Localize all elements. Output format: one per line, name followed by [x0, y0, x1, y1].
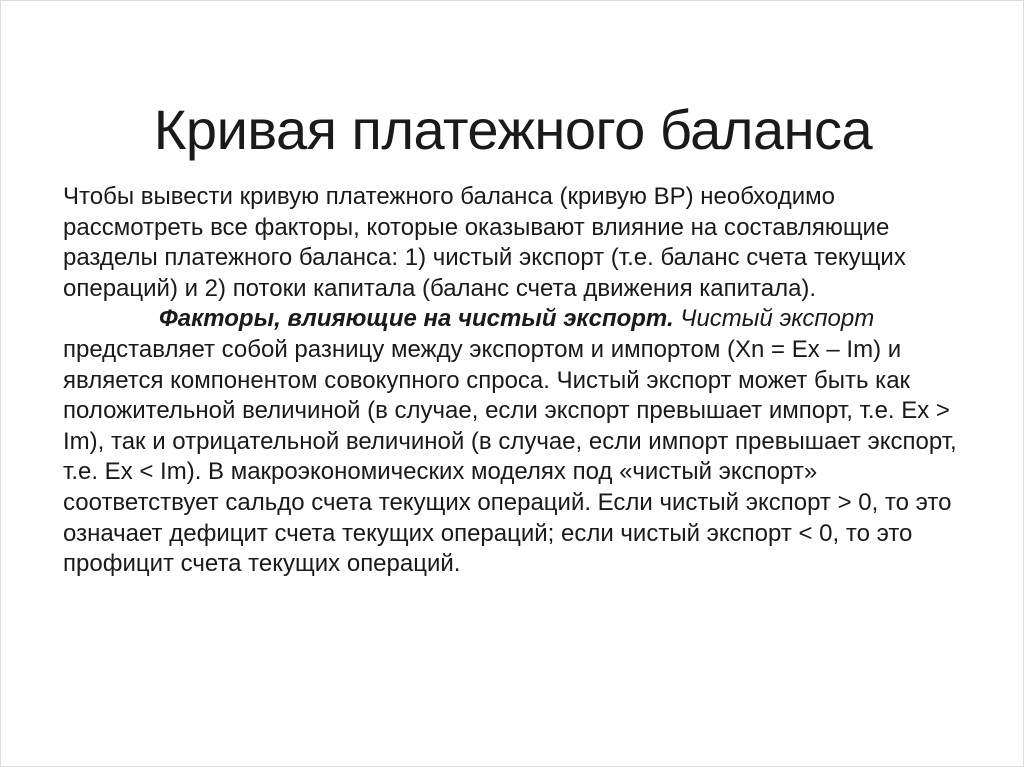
slide-title: Кривая платежного баланса: [153, 97, 873, 161]
paragraph-intro: Чтобы вывести кривую платежного баланса (кривую BP) необходимо рассмотреть все факторы, которые оказывают влияние на составляющие разделы платежного баланса: 1) чистый экспорт (т.е. баланс счета текущих операций) и 2) потоки капитала (баланс счета движения капитала).: [63, 183, 906, 302]
paragraph-net-export-text: представляет собой разницу между экспортом и импортом (Xn = Ex – Im) и является компонентом совокупного спроса. Чистый экспорт может быть как положительной величиной (в случае, если экспорт превышает импорт, т.е. Ex > Im), так и отрицательной величиной (в случае, если импорт превышает экспорт, т.е. Ex < Im). В макроэкономических моделях под «чистый экспорт» соответствует сальдо счета текущих операций. Если чистый экспорт > 0, то это означает дефицит счета текущих операций; если чистый экспорт < 0, то это профицит счета текущих операций.: [63, 335, 957, 578]
term-net-export: Чистый экспорт: [680, 305, 875, 333]
section-heading: Факторы, влияющие на чистый экспорт.: [159, 305, 674, 333]
paragraph-net-export: [63, 304, 975, 579]
slide-body: [63, 182, 975, 580]
